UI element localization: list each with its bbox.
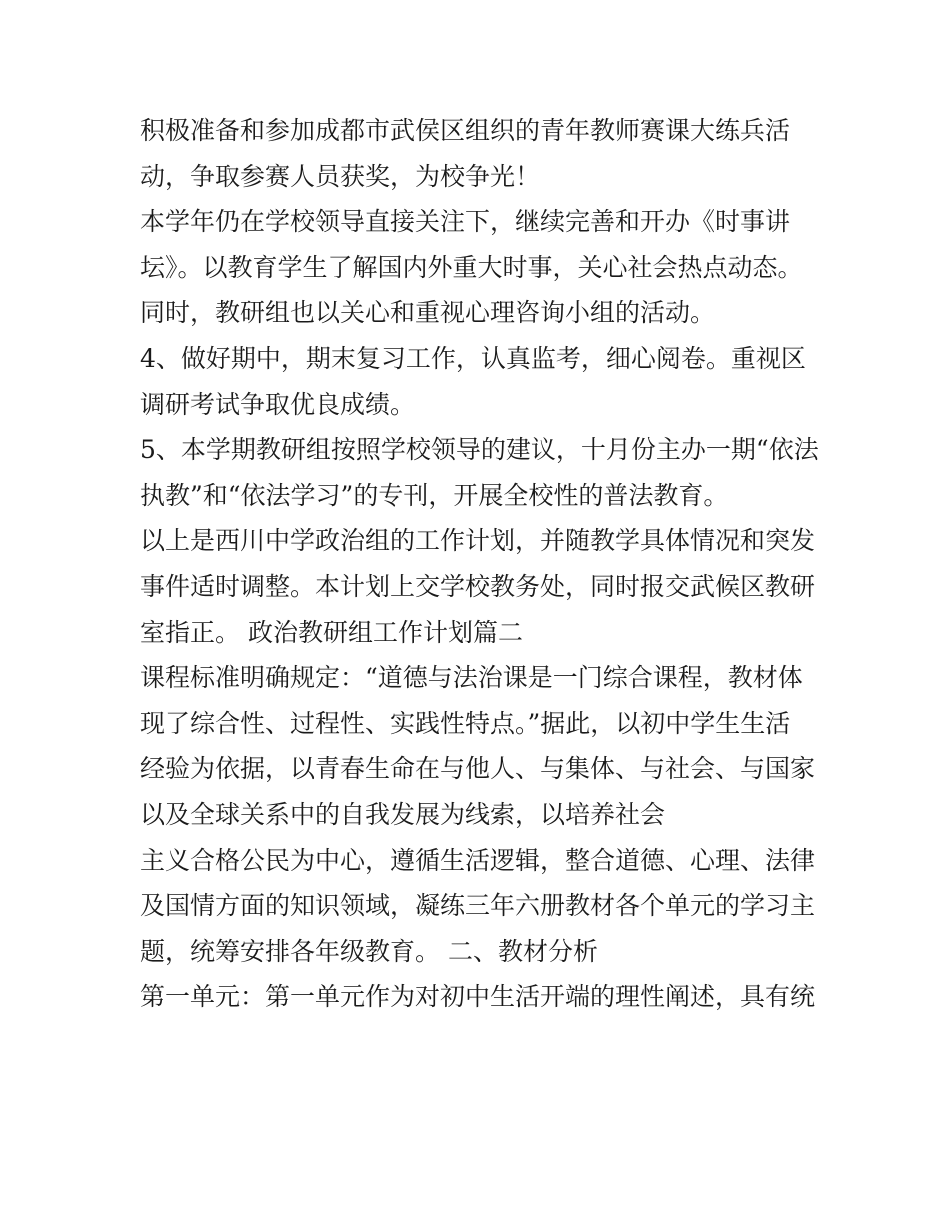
text-line: 第一单元：第一单元作为对初中生活开端的理性阐述，具有统 — [140, 982, 816, 1012]
text-line: 及国情方面的知识领域，凝练三年六册教材各个单元的学习主 — [140, 891, 816, 921]
document-body — [140, 108, 820, 1020]
text-line: 执教”和“依法学习”的专刊，开展全校性的普法教育。 — [140, 480, 729, 510]
text-line: 以上是西川中学政治组的工作计划，并随教学具体情况和突发 — [140, 526, 816, 556]
text-line: 以及全球关系中的自我发展为线索，以培养社会 — [140, 799, 666, 829]
text-line: 5、本学期教研组按照学校领导的建议，十月份主办一期“依法 — [140, 435, 819, 465]
text-line: 本学年仍在学校领导直接关注下，继续完善和开办《时事讲 — [140, 207, 791, 237]
text-line: 课程标准明确规定：“道德与法治课是一门综合课程，教材体 — [140, 663, 803, 693]
text-line: 现了综合性、过程性、实践性特点。”据此，以初中学生生活 — [140, 708, 791, 738]
text-line: 4、做好期中，期末复习工作，认真监考，细心阅卷。重视区 — [140, 343, 806, 373]
text-line: 动，争取参赛人员获奖，为校争光！ — [140, 161, 541, 191]
text-line: 主义合格公民为中心，遵循生活逻辑，整合道德、心理、法律 — [140, 845, 816, 875]
text-line: 积极准备和参加成都市武侯区组织的青年教师赛课大练兵活 — [140, 116, 791, 145]
text-line: 调研考试争取优良成绩。 — [140, 389, 416, 419]
text-line: 经验为依据，以青春生命在与他人、与集体、与社会、与国家 — [140, 754, 816, 784]
text-line: 室指正。 政治教研组工作计划篇二 — [140, 617, 523, 647]
text-line: 坛》。以教育学生了解国内外重大时事，关心社会热点动态。 — [140, 252, 803, 282]
text-line: 事件适时调整。本计划上交学校教务处，同时报交武候区教研 — [140, 571, 816, 601]
text-line: 题，统筹安排各年级教育。 二、教材分析 — [140, 936, 598, 966]
text-line: 同时，教研组也以关心和重视心理咨询小组的活动。 — [140, 298, 716, 328]
